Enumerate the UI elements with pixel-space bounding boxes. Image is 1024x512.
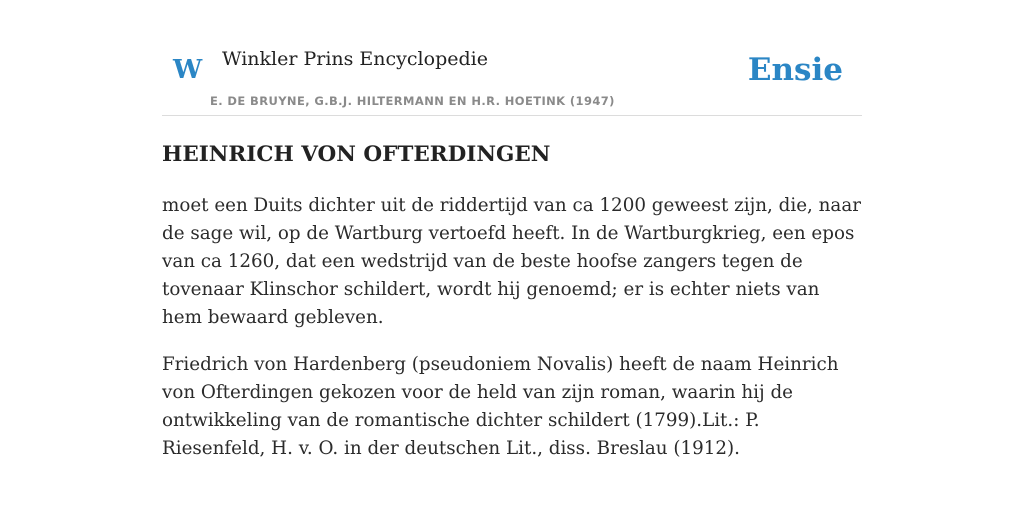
page bbox=[162, 0, 862, 512]
source-header bbox=[162, 36, 862, 116]
entry-paragraph: moet een Duits dichter uit de riddertijd van ca 1200 geweest zijn, die, naar de sage wil, op de Wartburg vertoefd heeft. In de Wartburgkrieg, een epos van ca 1260, dat een wedstrijd van de beste hoofse zangers tegen de tovenaar Klinschor schildert, wordt hij genoemd; er is echter niets van hem bewaard gebleven. bbox=[162, 195, 861, 328]
ensie-logo-link[interactable]: Ensie bbox=[747, 52, 843, 88]
source-logo-icon: W bbox=[173, 55, 203, 85]
entry-paragraph: Friedrich von Hardenberg (pseudoniem Novalis) heeft de naam Heinrich von Ofterdingen gekozen voor de held van zijn roman, waarin hij de ontwikkeling van de romantische dichter schildert (1799).Lit.: P. Riesenfeld, H. v. O. in der deutschen Lit., diss. Breslau (1912). bbox=[162, 354, 839, 459]
entry-body bbox=[162, 192, 862, 482]
source-authors: E. DE BRUYNE, G.B.J. HILTERMANN EN H.R. HOETINK (1947) bbox=[210, 94, 615, 108]
entry-title: HEINRICH VON OFTERDINGEN bbox=[162, 142, 551, 167]
source-title[interactable]: Winkler Prins Encyclopedie bbox=[222, 48, 488, 70]
